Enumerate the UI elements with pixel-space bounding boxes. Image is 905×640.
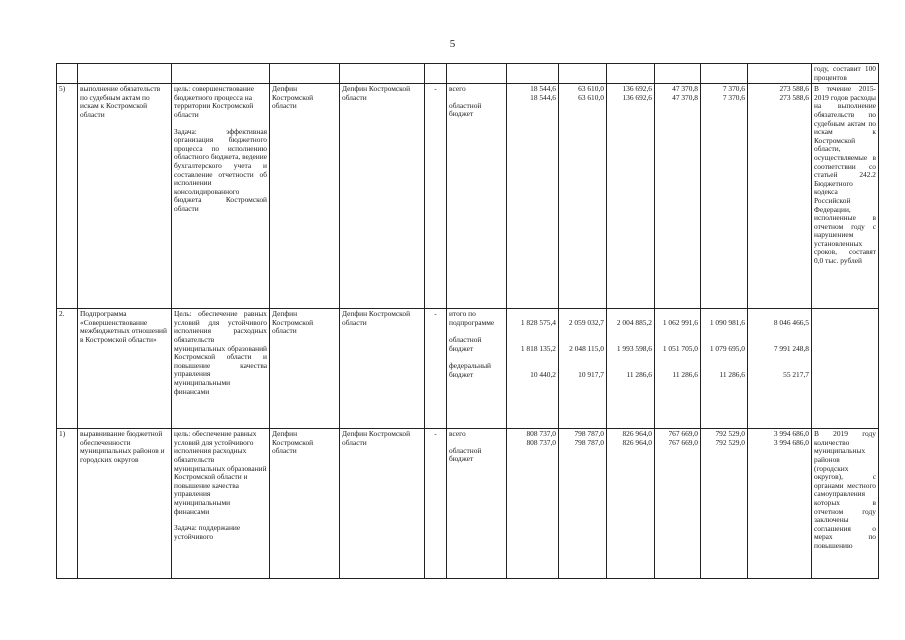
- cont-cell: [701, 64, 748, 84]
- event-name: выполнение обязательств по судебным актам по искам к Костромской области: [78, 84, 172, 309]
- table-row: [57, 84, 879, 309]
- row-number: 5): [57, 84, 78, 309]
- value: 1 062 991,6: [662, 318, 698, 328]
- value-cell: [655, 309, 701, 429]
- value: 1 090 981,6: [709, 318, 745, 328]
- source-cell: [447, 429, 507, 579]
- value: 18 544,6: [530, 84, 556, 94]
- cont-cell: [57, 64, 78, 84]
- source-label: областной бюджет: [449, 100, 482, 119]
- value: 136 692,6: [622, 84, 652, 94]
- value: 767 669,0: [668, 429, 698, 439]
- result-note: В течение 2015-2019 годов расходы на выполнение обязательств по судебным актам по искам к Костромской области, осуществляемые в соответствии со статьей 242.2 Бюджетного кодекса Российской Федерации, исполненные в отчетном году с нарушением установленных сроков, составят 0,0 тыс. рублей: [812, 84, 879, 309]
- source-label: областной бюджет: [449, 445, 482, 464]
- value: 826 964,0: [622, 429, 652, 439]
- value-cell: [748, 429, 812, 579]
- cont-cell: [507, 64, 559, 84]
- source-label: областной бюджет: [449, 335, 482, 353]
- source-label: федеральный бюджет: [449, 361, 491, 379]
- value: 3 994 686,0: [773, 429, 809, 439]
- co-executor: Депфин Костромской области: [340, 429, 425, 579]
- value: 2 048 115,0: [569, 344, 604, 354]
- value: 136 692,6: [622, 92, 652, 102]
- value: 798 787,0: [574, 429, 604, 439]
- co-executor: Депфин Костромской области: [340, 309, 425, 429]
- value-cell: [748, 309, 812, 429]
- value: 63 610,0: [578, 84, 604, 94]
- value: 798 787,0: [574, 437, 604, 447]
- value: 18 544,6: [530, 92, 556, 102]
- result-note: [812, 309, 879, 429]
- value-cell: [607, 309, 655, 429]
- goal-text: Цель: обеспечение равных условий для устойчивого исполнения расходных обязательств муниципальных образований Костромской области и повышение качества управления муниципальными финансами: [174, 309, 267, 396]
- value-cell: [559, 429, 607, 579]
- co-executor: Депфин Костромской области: [340, 84, 425, 309]
- program-table: [56, 63, 879, 579]
- value: 7 370,6: [722, 84, 745, 94]
- source-label: итого по подпрограмме: [449, 309, 495, 327]
- value-cell: [559, 84, 607, 309]
- value: 10 440,2: [530, 370, 556, 380]
- executor: Депфин Костромской области: [270, 309, 340, 429]
- cont-cell: [655, 64, 701, 84]
- row-number: 1): [57, 429, 78, 579]
- value: 2 004 885,2: [616, 318, 652, 328]
- value-cell: [507, 309, 559, 429]
- value: 767 669,0: [668, 437, 698, 447]
- row-number: 2.: [57, 309, 78, 429]
- value: 3 994 686,0: [773, 437, 809, 447]
- cont-cell: [559, 64, 607, 84]
- cont-cell: [270, 64, 340, 84]
- cont-cell: [78, 64, 172, 84]
- value: 7 991 248,8: [773, 344, 809, 354]
- value: 2 059 032,7: [568, 318, 604, 328]
- goal-cell: [172, 309, 270, 429]
- value: 7 370,6: [722, 92, 745, 102]
- page-number: 5: [449, 38, 456, 50]
- value: 273 588,6: [779, 84, 809, 94]
- value-cell: [507, 429, 559, 579]
- value: 11 286,6: [719, 370, 745, 380]
- value: 55 217,7: [783, 370, 809, 380]
- source-cell: [447, 309, 507, 429]
- executor: Депфин Костромской области: [270, 429, 340, 579]
- cont-cell: [425, 64, 447, 84]
- goal-cell: [172, 84, 270, 309]
- value-cell: [607, 84, 655, 309]
- result-note: В 2019 году количество муниципальных районов (городских округов), с органами местного самоуправления которых в отчетном году заключены соглашения о мерах по повышению: [812, 429, 879, 579]
- cont-note: году, составит 100 процентов: [812, 64, 879, 84]
- task-text: Задача: поддержание устойчивого: [174, 523, 241, 541]
- table-row: [57, 309, 879, 429]
- value: 47 370,8: [672, 92, 698, 102]
- value: 1 051 705,0: [662, 344, 698, 354]
- source-label: всего: [449, 429, 466, 439]
- cont-cell: [748, 64, 812, 84]
- executor: Депфин Костромской области: [270, 84, 340, 309]
- subprogram-name: Подпрограмма «Совершенствование межбюджетных отношений в Костромской области»: [78, 309, 172, 429]
- value: 826 964,0: [622, 437, 652, 447]
- cont-cell: [607, 64, 655, 84]
- event-name: выравнивание бюджетной обеспеченности муниципальных районов и городских округов: [78, 429, 172, 579]
- value: 808 737,0: [526, 429, 556, 439]
- value: 11 286,6: [626, 370, 652, 380]
- source-label: всего: [449, 84, 466, 94]
- source-cell: [447, 84, 507, 309]
- dash-cell: -: [425, 309, 447, 429]
- cont-cell: [340, 64, 425, 84]
- dash-cell: -: [425, 429, 447, 579]
- value: 792 529,0: [715, 437, 745, 447]
- goal-text: цель: обеспечение равных условий для устойчивого исполнения расходных обязательств муниципальных образований Костромской области и повышение качества управления муниципальными финансами: [174, 429, 267, 516]
- value-cell: [655, 84, 701, 309]
- value: 10 917,7: [578, 370, 604, 380]
- value-cell: [655, 429, 701, 579]
- value: 273 588,6: [779, 92, 809, 102]
- task-text: Задача: эффективная организация бюджетного процесса по исполнению областного бюджета, ведение бухгалтерского учета и составление отчетности об исполнении консолидированного бюджета Костромской области: [174, 126, 267, 213]
- value-cell: [748, 84, 812, 309]
- goal-cell: [172, 429, 270, 579]
- value: 792 529,0: [715, 429, 745, 439]
- value: 11 286,6: [672, 370, 698, 380]
- value: 1 993 598,6: [616, 344, 652, 354]
- cont-cell: [447, 64, 507, 84]
- value: 1 828 575,4: [520, 318, 556, 328]
- value-cell: [701, 429, 748, 579]
- table-row: [57, 429, 879, 579]
- goal-text: цель: совершенствование бюджетного процесса на территории Костромской области: [174, 84, 255, 119]
- value: 47 370,8: [672, 84, 698, 94]
- value-cell: [559, 309, 607, 429]
- value: 63 610,0: [578, 92, 604, 102]
- value-cell: [507, 84, 559, 309]
- value: 8 046 466,5: [773, 318, 809, 328]
- value: 1 079 695,0: [709, 344, 745, 354]
- value: 1 818 135,2: [520, 344, 556, 354]
- value-cell: [607, 429, 655, 579]
- value: 808 737,0: [526, 437, 556, 447]
- value-cell: [701, 309, 748, 429]
- dash-cell: -: [425, 84, 447, 309]
- continuation-row: [57, 64, 879, 84]
- cont-cell: [172, 64, 270, 84]
- value-cell: [701, 84, 748, 309]
